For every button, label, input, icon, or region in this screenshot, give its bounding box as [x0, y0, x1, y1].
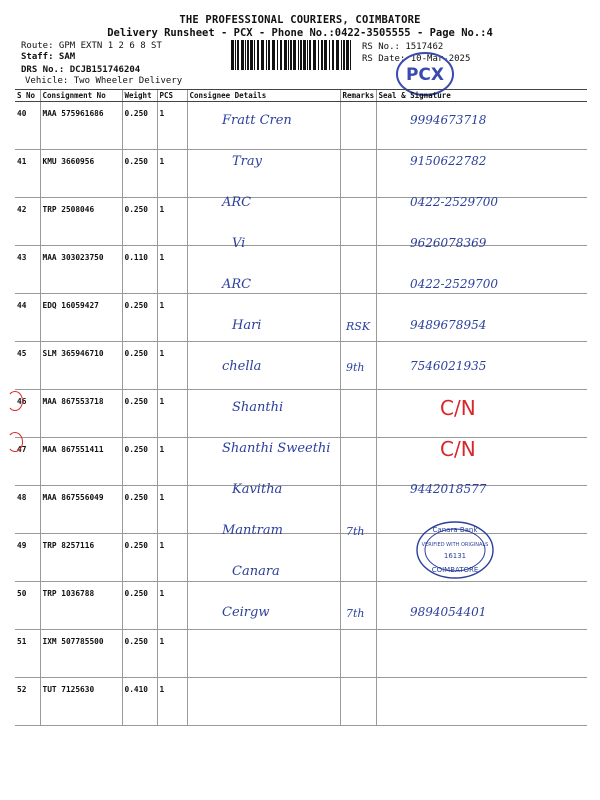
barcode-bar	[300, 40, 302, 70]
row-consignment: KMU 3660956	[40, 150, 122, 198]
consignee-handwriting: chella	[222, 359, 262, 374]
barcode-bar	[241, 40, 244, 70]
row-pcs: 1	[157, 342, 187, 390]
table-row	[15, 246, 587, 294]
row-signature-cell	[376, 630, 587, 678]
row-remarks-cell	[340, 582, 376, 630]
seal-line-1: Canara Bank	[432, 526, 478, 534]
col-consignee: Consignee Details	[187, 90, 340, 102]
signature-phone: 9150622782	[410, 154, 487, 168]
row-remarks-cell	[340, 630, 376, 678]
row-pcs: 1	[157, 102, 187, 150]
row-sno: 51	[15, 630, 40, 678]
signature-phone: 7546021935	[410, 359, 487, 373]
row-consignment: MAA 303023750	[40, 246, 122, 294]
barcode-bar	[332, 40, 334, 70]
row-pcs: 1	[157, 486, 187, 534]
row-consignee-cell	[187, 678, 340, 726]
red-circle-mark	[7, 432, 23, 452]
barcode-bar	[266, 40, 267, 70]
runsheet-table	[15, 89, 587, 726]
barcode-bar	[303, 40, 306, 70]
row-weight: 0.250	[122, 342, 157, 390]
row-consignee-cell	[187, 246, 340, 294]
barcode-bar	[318, 40, 319, 70]
row-consignment: MAA 575961686	[40, 102, 122, 150]
barcode-bar	[231, 40, 234, 70]
col-sno: S No	[15, 90, 40, 102]
row-pcs: 1	[157, 630, 187, 678]
row-sno: 50	[15, 582, 40, 630]
row-sno: 44	[15, 294, 40, 342]
barcode-bar	[343, 40, 345, 70]
barcode-bar	[324, 40, 327, 70]
barcode	[231, 40, 354, 70]
col-remarks: Remarks	[340, 90, 376, 102]
barcode-bar	[250, 40, 253, 70]
barcode-bar	[288, 40, 289, 70]
consignee-handwriting: Canara	[232, 564, 280, 579]
table-row	[15, 630, 587, 678]
row-sno: 48	[15, 486, 40, 534]
staff-text: Staff: SAM	[21, 52, 76, 62]
row-consignment: EDQ 16059427	[40, 294, 122, 342]
row-consignment: TRP 2508046	[40, 198, 122, 246]
row-weight: 0.250	[122, 390, 157, 438]
barcode-bar	[307, 40, 308, 70]
row-weight: 0.250	[122, 102, 157, 150]
remark-handwriting: 9th	[346, 361, 365, 374]
row-weight: 0.250	[122, 198, 157, 246]
row-consignee-cell	[187, 342, 340, 390]
pcx-stamp-text: PCX	[405, 65, 445, 85]
row-consignment: TRP 8257116	[40, 534, 122, 582]
signature-phone: 9894054401	[410, 605, 487, 619]
row-sno: 42	[15, 198, 40, 246]
row-sno: 46	[15, 390, 40, 438]
barcode-bar	[257, 40, 259, 70]
barcode-bar	[346, 40, 349, 70]
consignee-handwriting: Hari	[232, 318, 262, 333]
consignee-handwriting: Mantram	[222, 523, 283, 538]
row-remarks-cell	[340, 150, 376, 198]
signature-phone: 9442018577	[410, 482, 487, 496]
signature-phone: 9626078369	[410, 236, 487, 250]
row-remarks-cell	[340, 390, 376, 438]
consignee-handwriting: Shanthi	[232, 400, 284, 415]
row-signature-cell	[376, 678, 587, 726]
row-weight: 0.250	[122, 438, 157, 486]
signature-phone: 9489678954	[410, 318, 487, 332]
table-header	[15, 90, 587, 102]
row-pcs: 1	[157, 534, 187, 582]
barcode-bar	[237, 40, 239, 70]
barcode-bar	[298, 40, 299, 70]
row-consignment: MAA 867553718	[40, 390, 122, 438]
row-remarks-cell	[340, 534, 376, 582]
row-consignee-cell	[187, 294, 340, 342]
barcode-bar	[309, 40, 311, 70]
row-consignee-cell	[187, 150, 340, 198]
table-row	[15, 198, 587, 246]
consignee-handwriting: Kavitha	[232, 482, 283, 497]
row-weight: 0.250	[122, 534, 157, 582]
row-sno: 45	[15, 342, 40, 390]
barcode-bar	[341, 40, 342, 70]
row-consignment: MAA 867556049	[40, 486, 122, 534]
drs-number: DRS No.: DCJB151746204	[21, 65, 141, 75]
row-remarks-cell	[340, 246, 376, 294]
row-sno: 41	[15, 150, 40, 198]
barcode-bar	[235, 40, 236, 70]
seal-line-2: VERIFIED WITH ORIGINALS	[421, 542, 489, 548]
row-consignment: TUT 7125630	[40, 678, 122, 726]
row-consignment: SLM 365946710	[40, 342, 122, 390]
row-consignment: IXM 507785500	[40, 630, 122, 678]
barcode-bar	[280, 40, 282, 70]
remark-handwriting: 7th	[346, 607, 365, 620]
page-subtitle: Delivery Runsheet - PCX - Phone No.:0422-3505555 - Page No.:4	[107, 27, 493, 39]
table-row	[15, 102, 587, 150]
row-weight: 0.250	[122, 486, 157, 534]
row-pcs: 1	[157, 678, 187, 726]
row-sno: 47	[15, 438, 40, 486]
vehicle-text: Vehicle: Two Wheeler Delivery	[25, 76, 183, 86]
row-consignee-cell	[187, 630, 340, 678]
row-consignee-cell	[187, 198, 340, 246]
barcode-bar	[272, 40, 275, 70]
barcode-bar	[321, 40, 323, 70]
row-weight: 0.410	[122, 678, 157, 726]
row-sno: 43	[15, 246, 40, 294]
barcode-bar	[247, 40, 249, 70]
barcode-bar	[350, 40, 351, 70]
seal-line-3: 16131	[443, 552, 467, 560]
col-signature: Seal & Signature	[376, 90, 587, 102]
barcode-bar	[293, 40, 296, 70]
barcode-bar	[254, 40, 255, 70]
consignee-handwriting: ARC	[222, 195, 252, 210]
barcode-bar	[336, 40, 339, 70]
signature-phone: 9994673718	[410, 113, 487, 127]
row-pcs: 1	[157, 582, 187, 630]
signature-phone: 0422-2529700	[410, 195, 499, 209]
row-weight: 0.250	[122, 150, 157, 198]
row-signature-cell	[376, 438, 587, 486]
signature-phone: 0422-2529700	[410, 277, 499, 291]
table-row	[15, 390, 587, 438]
red-circle-mark	[7, 391, 23, 411]
barcode-bar	[329, 40, 330, 70]
row-sno: 49	[15, 534, 40, 582]
table-row	[15, 342, 587, 390]
consignee-handwriting: Tray	[232, 154, 262, 169]
table-row	[15, 294, 587, 342]
consignee-handwriting: Fratt Cren	[222, 113, 292, 128]
col-consignment: Consignment No	[40, 90, 122, 102]
consignee-handwriting: Vi	[232, 236, 246, 251]
consignee-handwriting: Ceirgw	[222, 605, 270, 620]
row-signature-cell	[376, 390, 587, 438]
barcode-bar	[245, 40, 246, 70]
row-consignment: MAA 867551411	[40, 438, 122, 486]
table-row	[15, 534, 587, 582]
rs-number: RS No.: 1517462	[362, 42, 444, 52]
row-remarks-cell	[340, 294, 376, 342]
remark-handwriting: 7th	[346, 525, 365, 538]
row-pcs: 1	[157, 294, 187, 342]
row-pcs: 1	[157, 198, 187, 246]
table-row	[15, 486, 587, 534]
consignee-handwriting: Shanthi Sweethi	[222, 441, 331, 456]
row-sno: 40	[15, 102, 40, 150]
row-pcs: 1	[157, 246, 187, 294]
row-remarks-cell	[340, 678, 376, 726]
row-remarks-cell	[340, 102, 376, 150]
remark-handwriting: RSK	[346, 320, 371, 333]
row-sno: 52	[15, 678, 40, 726]
cn-mark: C/N	[440, 437, 476, 461]
row-weight: 0.250	[122, 294, 157, 342]
bank-seal-stamp	[400, 510, 500, 590]
row-remarks-cell	[340, 438, 376, 486]
row-remarks-cell	[340, 198, 376, 246]
barcode-bar	[284, 40, 287, 70]
col-pcs: PCS	[157, 90, 187, 102]
barcode-bar	[261, 40, 264, 70]
row-consignment: TRP 1036788	[40, 582, 122, 630]
col-weight: Weight	[122, 90, 157, 102]
barcode-bar	[268, 40, 270, 70]
row-pcs: 1	[157, 150, 187, 198]
table-row	[15, 150, 587, 198]
rs-date: RS Date: 10-Mar-2025	[362, 54, 471, 64]
row-pcs: 1	[157, 390, 187, 438]
barcode-bar	[290, 40, 292, 70]
barcode-bar	[313, 40, 316, 70]
table-row	[15, 582, 587, 630]
consignee-handwriting: ARC	[222, 277, 252, 292]
row-weight: 0.250	[122, 582, 157, 630]
barcode-bar	[277, 40, 278, 70]
cn-mark: C/N	[440, 396, 476, 420]
row-weight: 0.250	[122, 630, 157, 678]
table-row	[15, 678, 587, 726]
seal-line-4: COIMBATORE	[431, 566, 479, 574]
row-pcs: 1	[157, 438, 187, 486]
row-weight: 0.110	[122, 246, 157, 294]
route-text: Route: GPM EXTN 1 2 6 8 ST	[21, 41, 162, 51]
page-title: THE PROFESSIONAL COURIERS, COIMBATORE	[179, 14, 421, 26]
